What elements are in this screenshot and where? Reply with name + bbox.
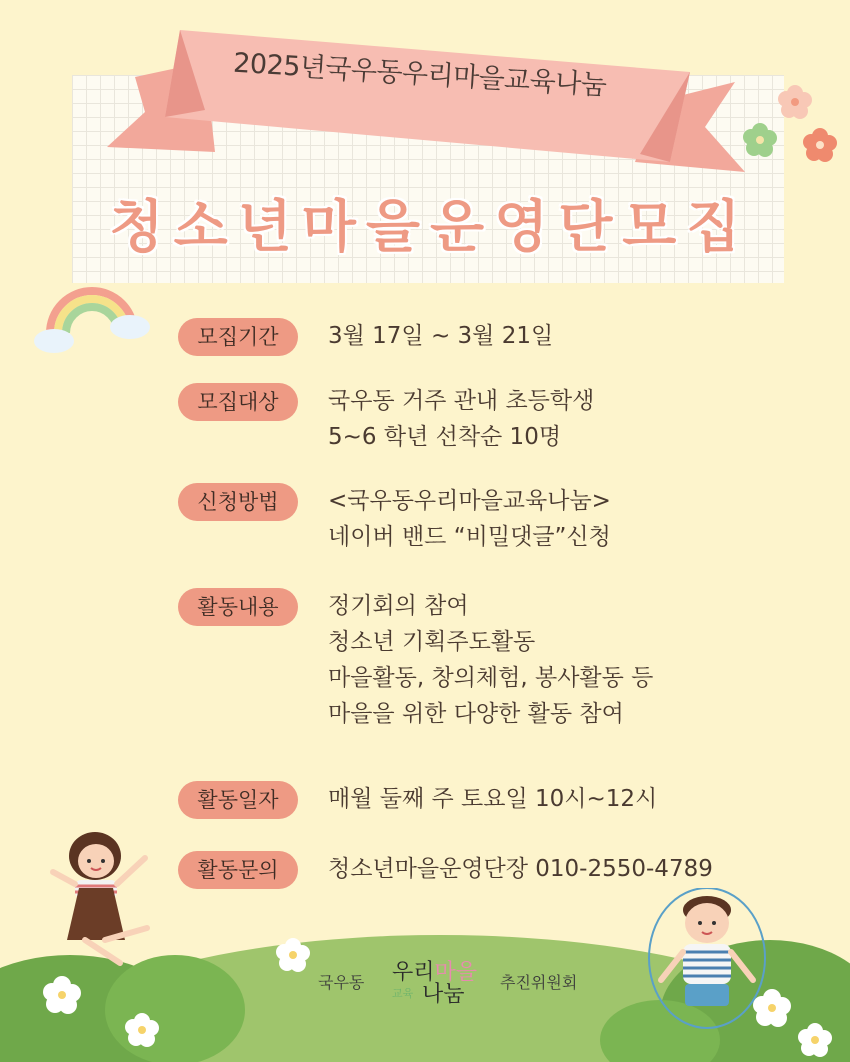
label-pill: 활동일자 [178, 781, 298, 819]
footer-left-text: 국우동 [318, 973, 365, 992]
boy-illustration [645, 888, 770, 1038]
info-line: 5~6 학년 선착순 10명 [328, 424, 562, 450]
page-title: 청소년마을운영단모집 [109, 195, 751, 260]
info-line: 청소년마을운영단장 010-2550-4789 [328, 856, 713, 882]
flower-cluster-icon [735, 80, 845, 175]
logo-text-top: 우리마을 [392, 960, 478, 985]
label-pill: 신청방법 [178, 483, 298, 521]
info-line: 국우동 거주 관내 초등학생 [328, 388, 595, 414]
girl-illustration [45, 828, 160, 968]
label-pill: 활동문의 [178, 851, 298, 889]
info-line: 매월 둘째 주 토요일 10시~12시 [328, 786, 658, 812]
rainbow-icon [32, 283, 152, 358]
info-line: <국우동우리마을교육나눔> [328, 488, 611, 514]
info-line: 마을활동, 창의체험, 봉사활동 등 [328, 665, 654, 691]
logo-text-bottom: 나눔 [422, 982, 465, 1007]
footer-right-text: 추진위원회 [500, 973, 578, 992]
logo [392, 955, 487, 1010]
label-pill: 모집기간 [178, 318, 298, 356]
info-line: 3월 17일 ~ 3월 21일 [328, 323, 554, 349]
logo-text-small: 교육 [392, 987, 414, 1000]
ribbon-text: 2025년국우동우리마을교육나눔 [232, 47, 608, 102]
info-line: 네이버 밴드 “비밀댓글”신청 [328, 524, 611, 550]
info-line: 정기회의 참여 [328, 593, 469, 619]
label-pill: 모집대상 [178, 383, 298, 421]
label-pill: 활동내용 [178, 588, 298, 626]
info-line: 청소년 기획주도활동 [328, 629, 536, 655]
info-line: 마을을 위한 다양한 활동 참여 [328, 701, 624, 727]
